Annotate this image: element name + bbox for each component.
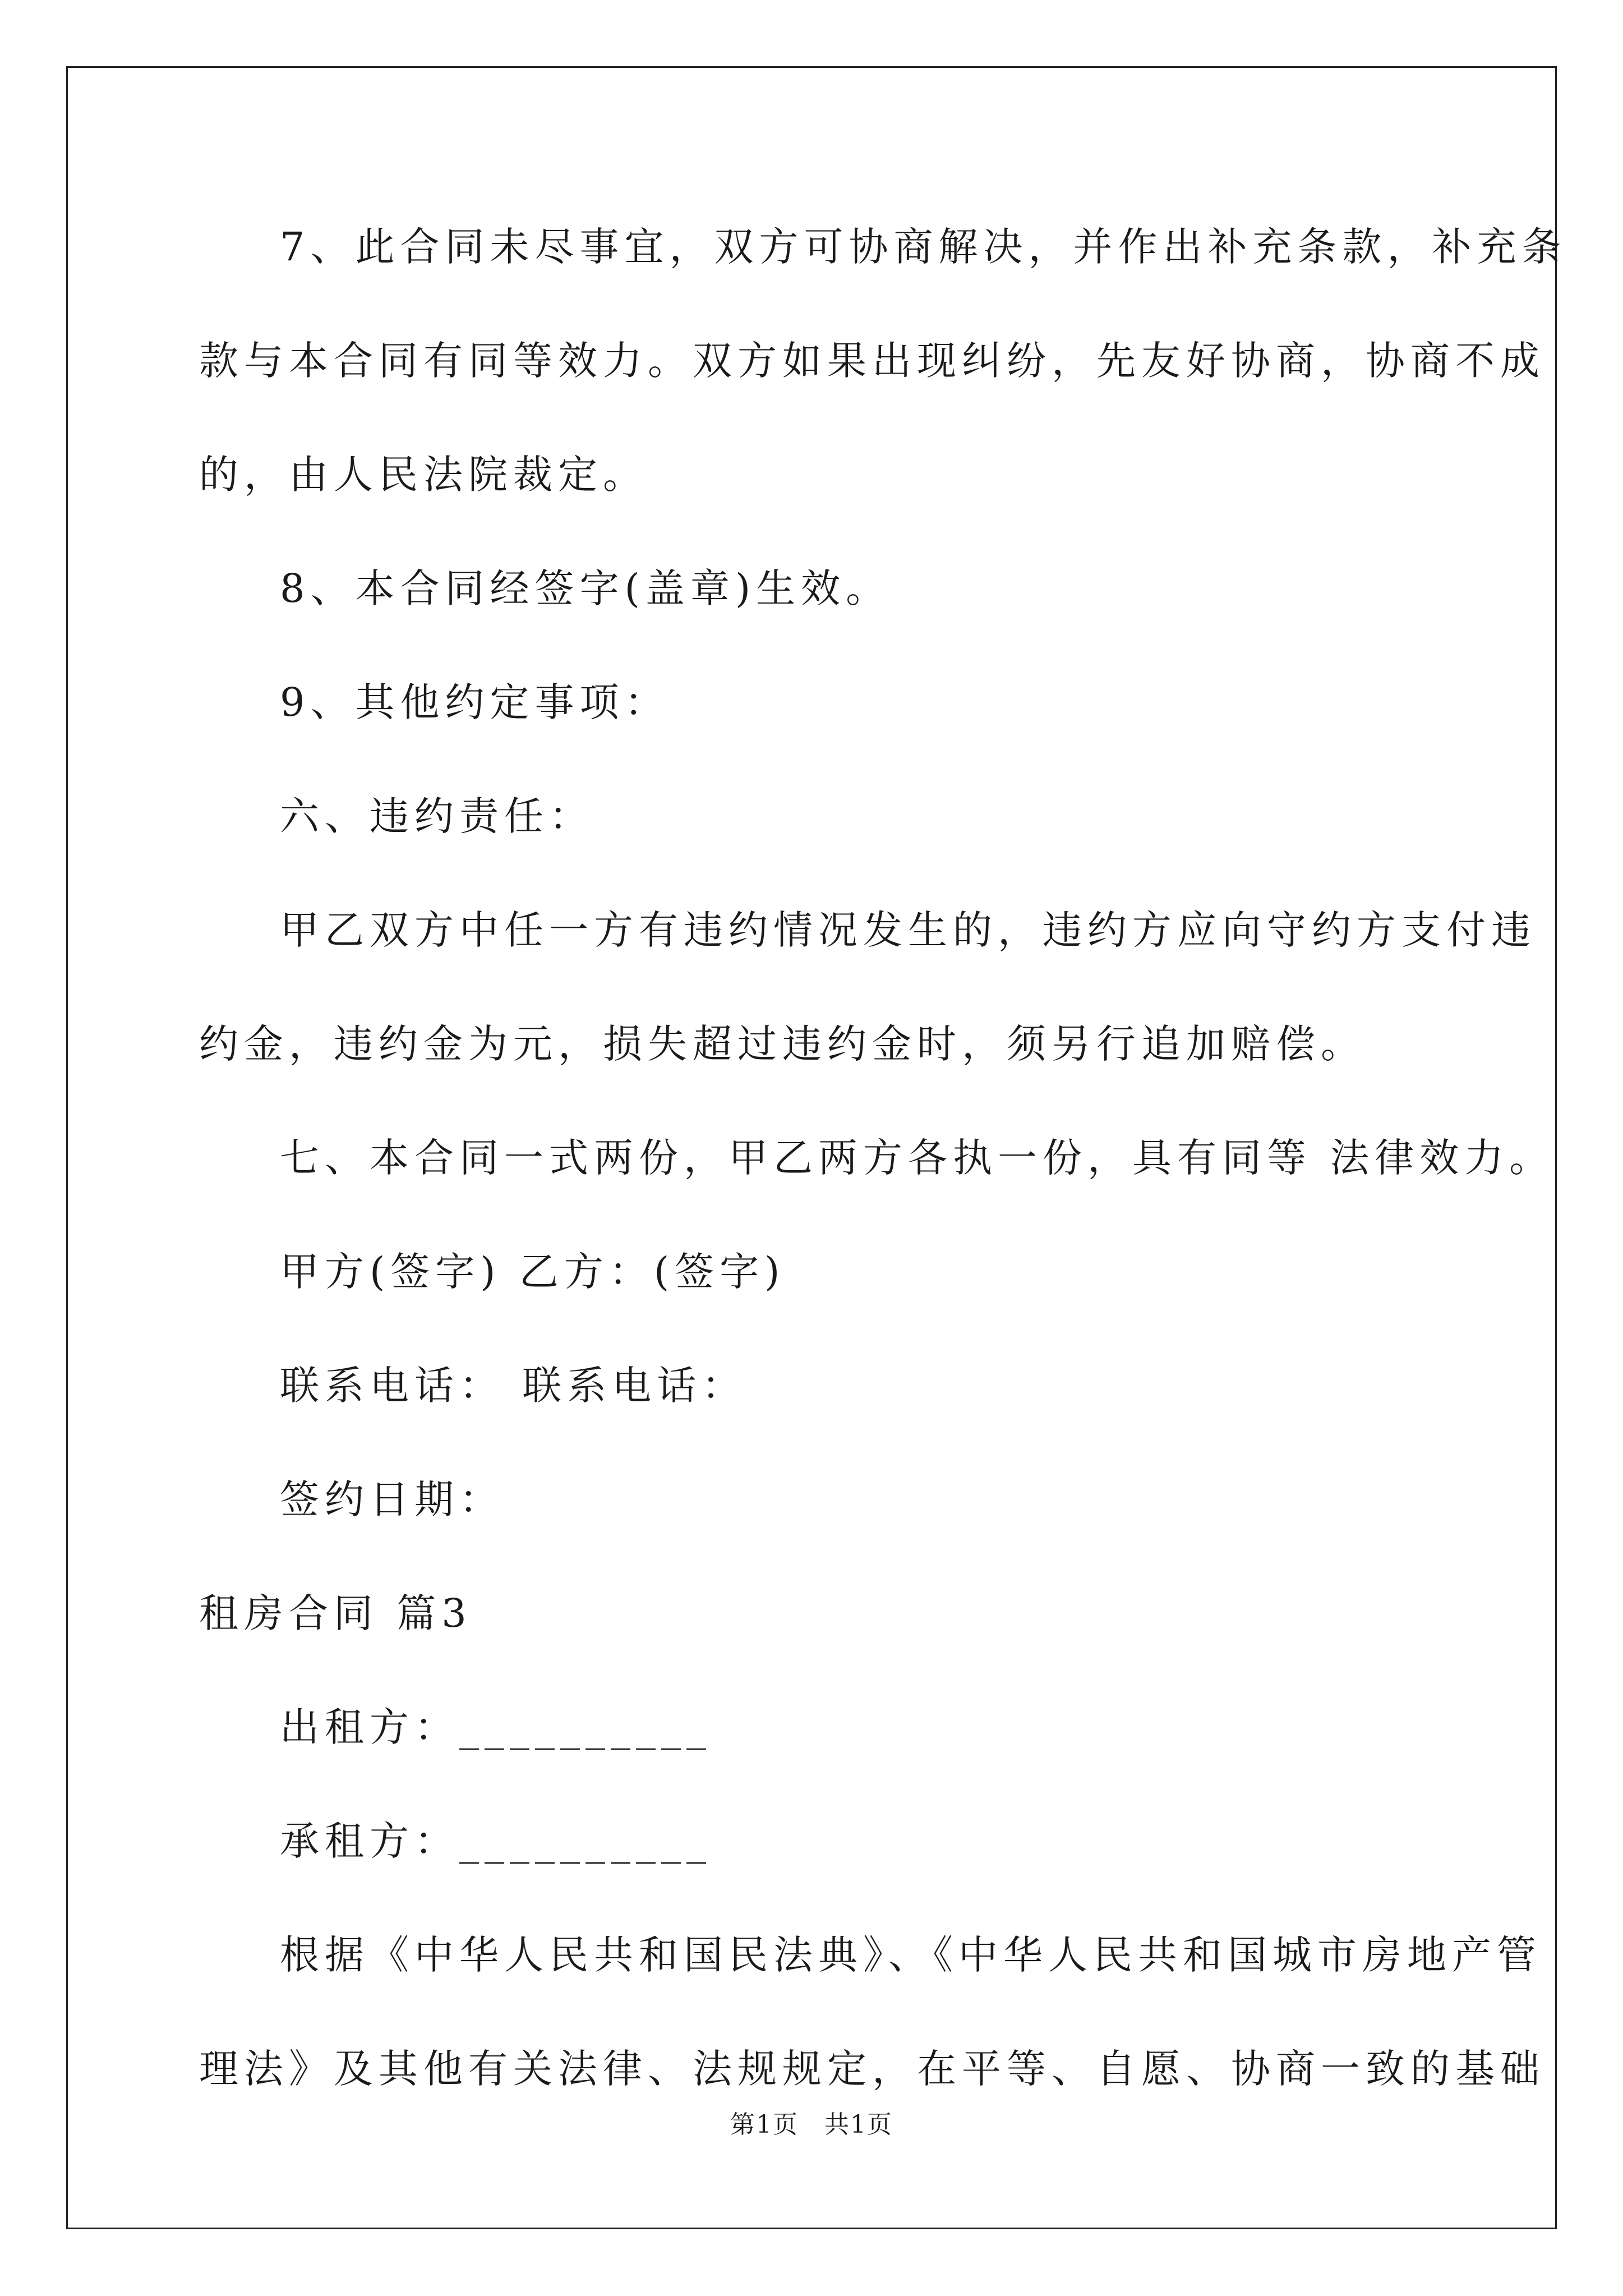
sign-date-line: 签约日期：: [280, 1476, 504, 1522]
section-7: 七、本合同一式两份，甲乙两方各执一份，具有同等 法律效力。: [280, 1135, 1555, 1181]
page-footer: 第1页 共1页: [730, 2110, 893, 2139]
lessee-line: 承租方：__________: [280, 1818, 712, 1864]
document-body: [199, 219, 1567, 2097]
lessor-line: 出租方：__________: [280, 1704, 712, 1750]
signature-line: 甲方(签字) 乙方：(签字): [280, 1249, 786, 1295]
breach-line-2: 约金，违约金为元，损失超过违约金时，须另行追加赔偿。: [199, 1021, 1366, 1067]
phone-line: 联系电话： 联系电话：: [280, 1363, 747, 1409]
clause-7-line-2: 款与本合同有同等效力。双方如果出现纠纷，先友好协商，协商不成: [199, 338, 1545, 384]
basis-line-2: 理法》及其他有关法律、法规规定，在平等、自愿、协商一致的基础: [199, 2046, 1545, 2092]
breach-line-1: 甲乙双方中任一方有违约情况发生的，违约方应向守约方支付违: [280, 907, 1536, 953]
clause-9: 9、其他约定事项：: [280, 679, 670, 725]
clause-7-line-3: 的，由人民法院裁定。: [199, 452, 648, 498]
section-6-heading: 六、违约责任：: [280, 793, 594, 839]
clause-8: 8、本合同经签字(盖章)生效。: [280, 565, 891, 611]
basis-line-1: 根据《中华人民共和国民法典》、《中华人民共和国城市房地产管: [280, 1932, 1542, 1978]
contract-title: 租房合同 篇3: [199, 1590, 472, 1636]
clause-7-line-1: 7、此合同未尽事宜，双方可协商解决，并作出补充条款，补充条: [280, 224, 1567, 270]
